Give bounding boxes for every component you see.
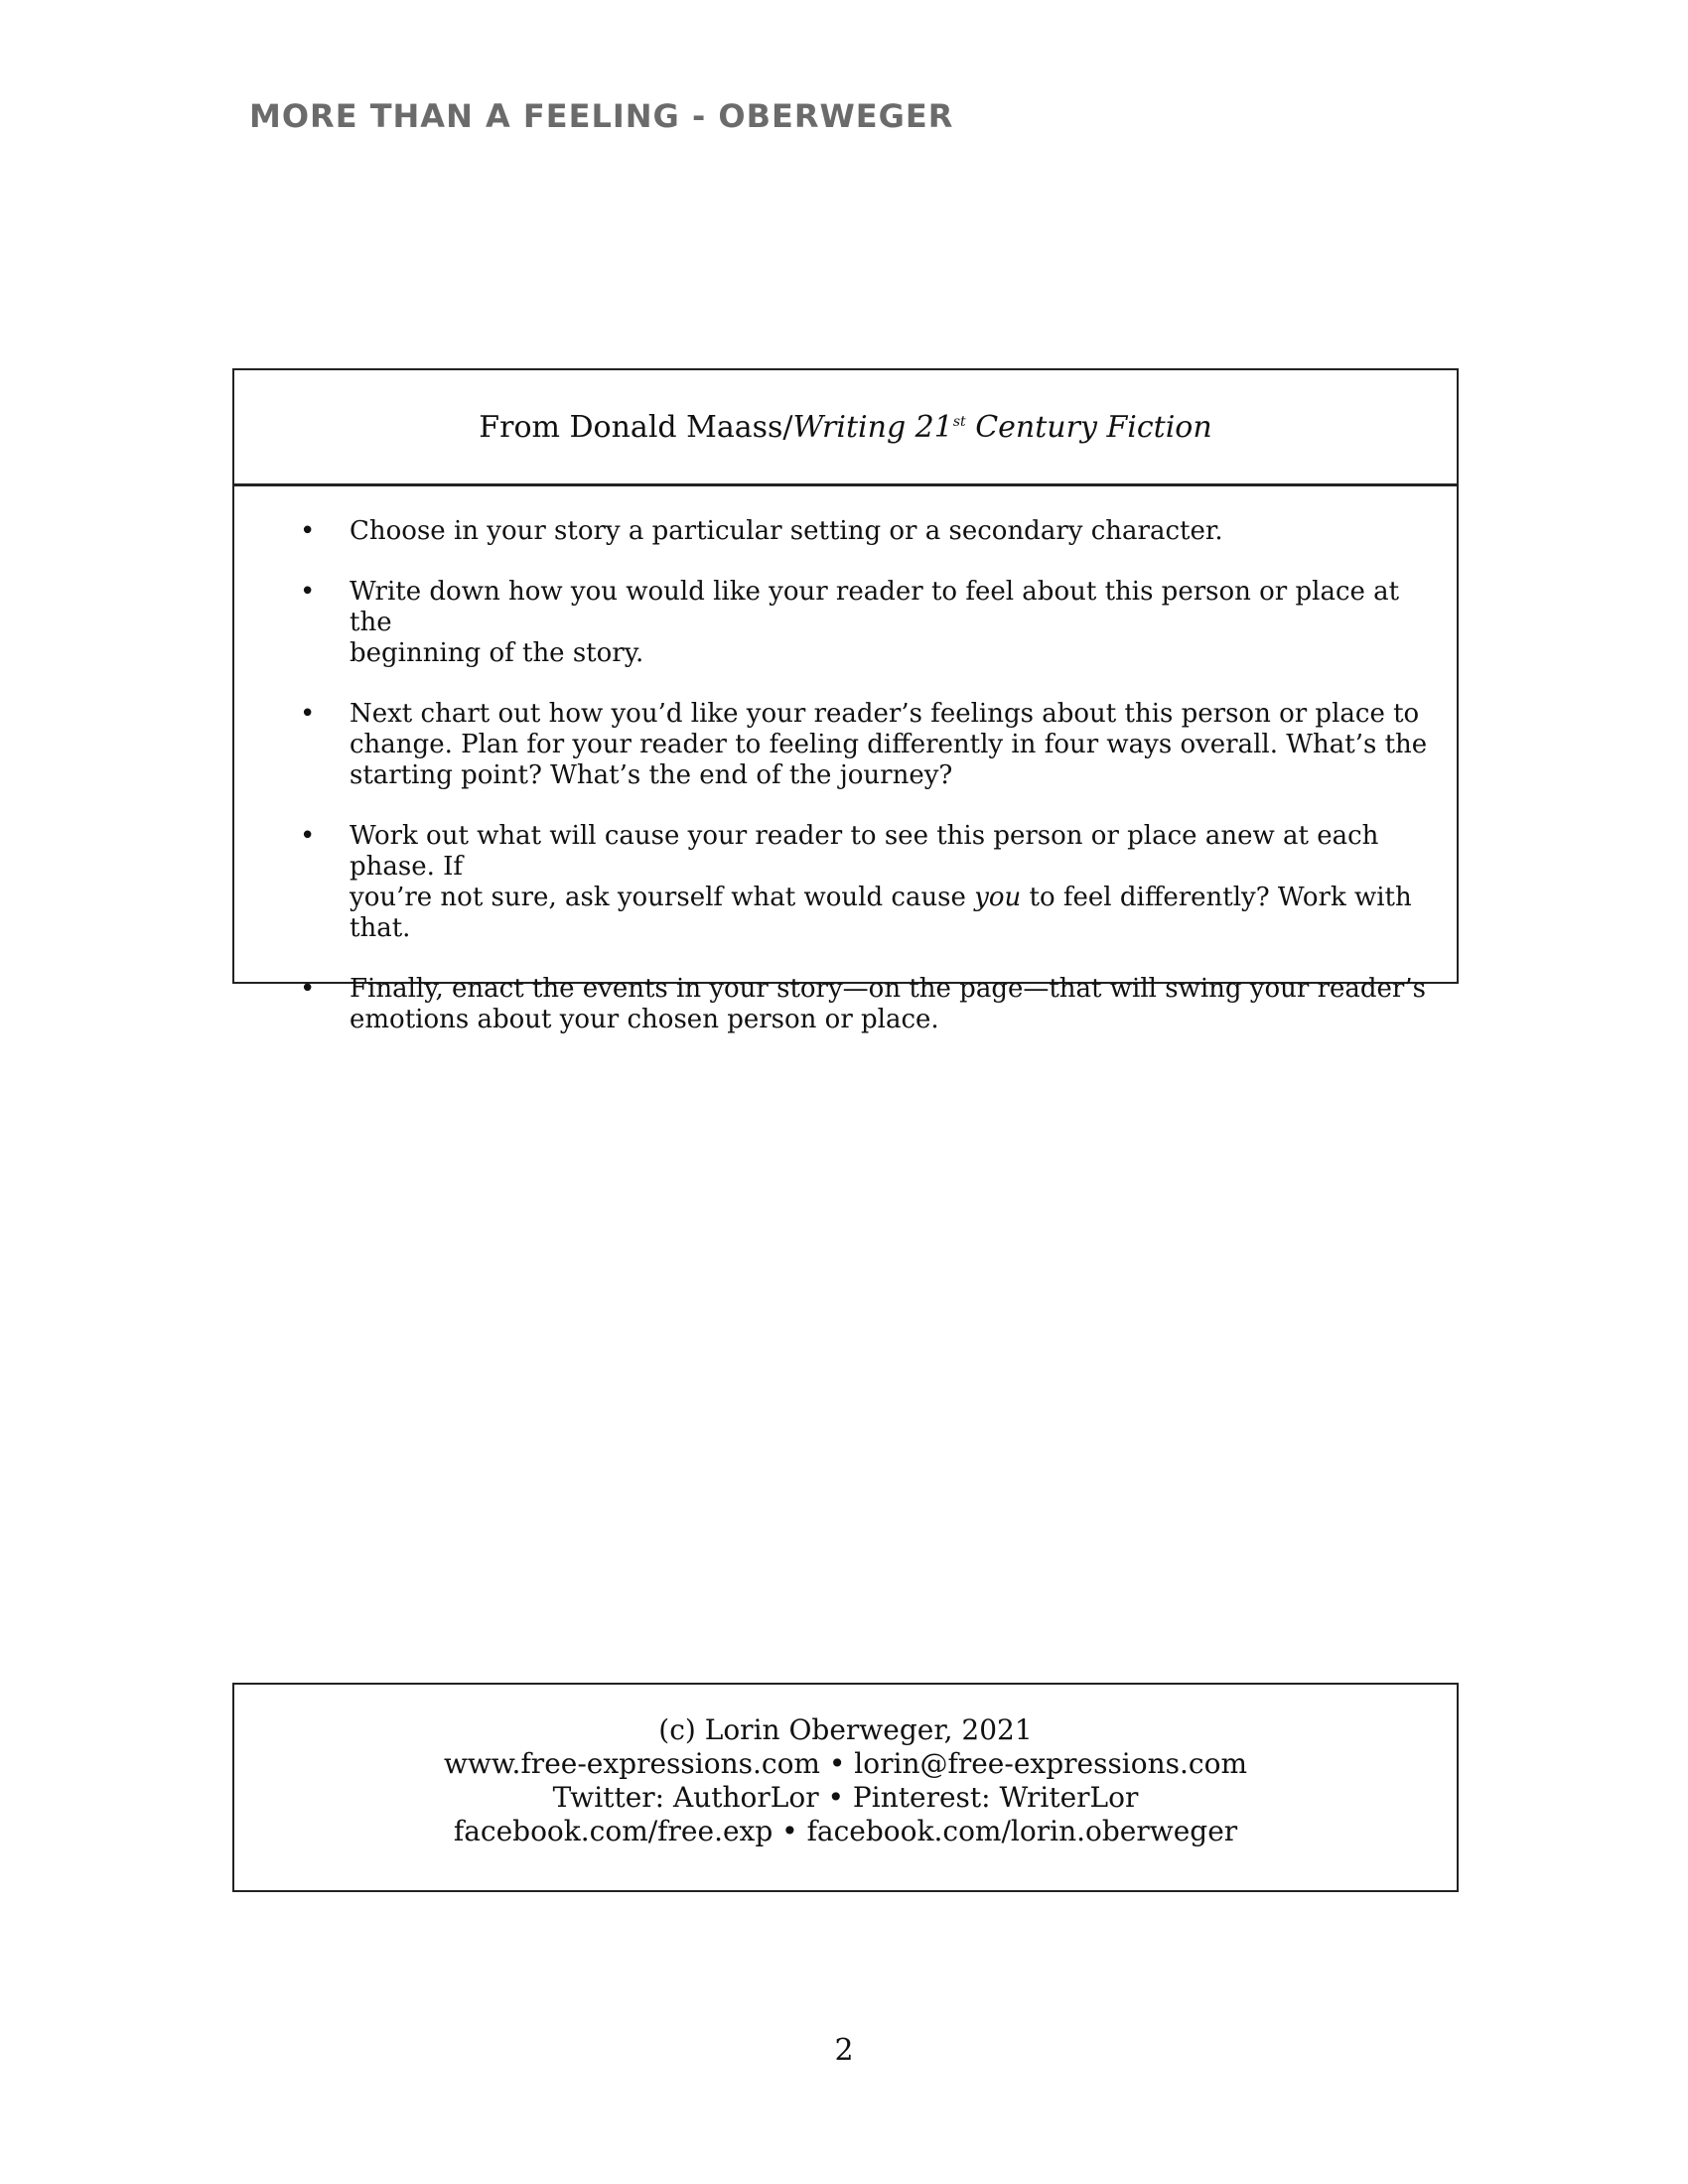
bullet-icon: • (300, 699, 316, 729)
list-item-text: Finally, enact the events in your story—on the page—that will swing your reader’s emotions about your chosen person or place. (350, 974, 1426, 1034)
website-email-line: www.free-expressions.com • lorin@free-expressions.com (443, 1746, 1248, 1780)
copyright-line: (c) Lorin Oberweger, 2021 (658, 1712, 1033, 1746)
list-item-text: Write down how you would like your reader to feel about this person or place at the beginning of the story. (350, 577, 1400, 668)
bullet-icon: • (300, 516, 316, 546)
bullet-icon: • (300, 577, 316, 607)
list-item-text: Next chart out how you’d like your reader’s feelings about this person or place to change. Plan for your reader to feeling differently in four ways overall. What’s the starting point? What’s the end of the journey? (350, 699, 1428, 790)
facebook-line: facebook.com/free.exp • facebook.com/lorin.oberweger (453, 1814, 1238, 1847)
list-item (234, 516, 1437, 547)
ordinal-suffix: st (952, 413, 966, 430)
list-item (234, 577, 1437, 669)
page-number: 2 (834, 2033, 854, 2068)
exercise-heading (234, 370, 1457, 486)
emphasis-you: you (974, 883, 1022, 912)
bullet-icon: • (300, 974, 316, 1004)
list-item (234, 974, 1437, 1035)
social-line: Twitter: AuthorLor • Pinterest: WriterLor (552, 1780, 1139, 1814)
credits-box (232, 1683, 1459, 1892)
exercise-box (232, 368, 1459, 1034)
bullet-icon: • (300, 821, 316, 851)
list-item-text: Work out what will cause your reader to see this person or place anew at each phase. If you’re not sure, ask yourself what would cause you to feel differently? Work with that. (350, 821, 1412, 943)
list-item (234, 821, 1437, 944)
running-header: MORE THAN A FEELING - OBERWEGER (249, 97, 954, 135)
exercise-steps-list (234, 486, 1457, 1035)
heading-source: From Donald Maass/ (479, 409, 793, 445)
heading-book-title: Writing 21st Century Fiction (792, 409, 1212, 445)
list-item-text: Choose in your story a particular setting or a secondary character. (350, 516, 1223, 546)
list-item (234, 699, 1437, 791)
